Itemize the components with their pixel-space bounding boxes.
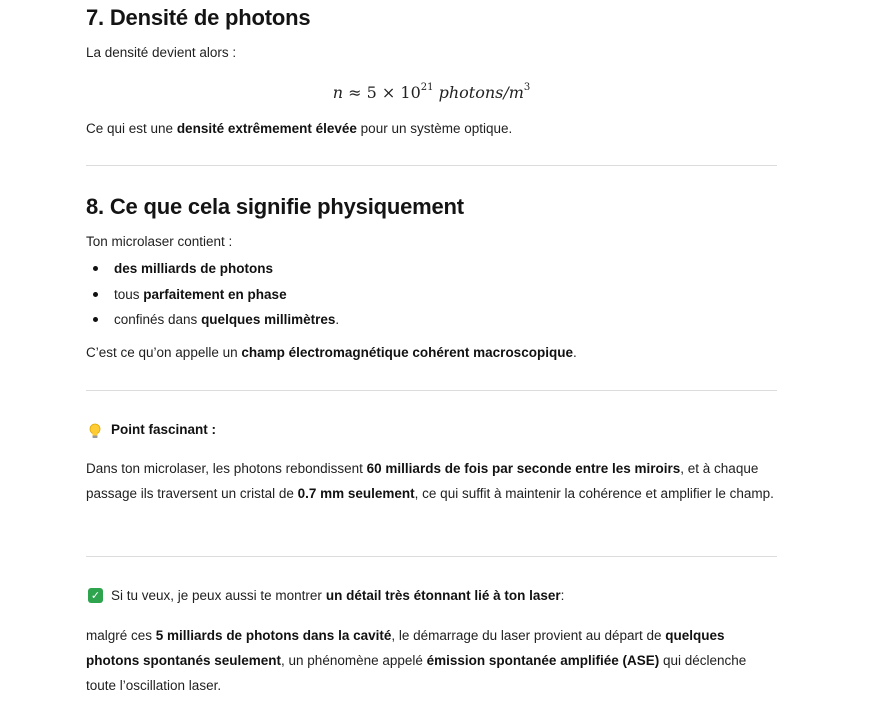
lightbulb-icon [88,422,102,438]
fascinating-title-line [88,417,779,442]
section-7-conclusion: Ce qui est une densité extrêmement élevée pour un système optique. [86,121,513,136]
section-8-intro: Ton microlaser contient : [86,234,233,249]
formula-lhs: n [332,83,344,102]
density-formula [86,76,777,105]
section-7-heading: 7. Densité de photons [86,5,311,30]
formula-unit-exponent: 3 [523,82,531,93]
formula-base: 10 [400,83,421,102]
divider [86,165,777,166]
offer-line: ✓ Si tu veux, je peux aussi te montrer un détail très étonnant lié à ton laser : [88,583,779,608]
section-8-heading: 8. Ce que cela signifie physiquement [86,194,464,219]
formula-coef: 5 [366,83,377,102]
list-item: des milliards de photons [86,256,777,282]
section-7-intro: La densité devient alors : [86,45,237,60]
bullet-list [86,256,777,333]
formula-exponent: 21 [420,82,434,93]
fascinating-title: Point fascinant : [111,422,217,437]
fascinating-paragraph: Dans ton microlaser, les photons rebondissent 60 milliards de fois par seconde entre les miroirs, et à chaque passage ils traversent un cristal de 0.7 mm seulement, ce qui suffit à maintenir la cohérence et amplifier le champ. [86,461,774,501]
section-8-conclusion: C’est ce qu’on appelle un champ électromagnétique cohérent macroscopique. [86,345,577,360]
offer-paragraph: malgré ces 5 milliards de photons dans la cavité, le démarrage du laser provient au départ de quelques photons spontanés seulement, un phénomène appelé émission spontanée amplifiée (ASE) qui déclenche toute l’oscillation laser. [86,628,747,693]
list-item: confinés dans quelques millimètres. [86,307,777,333]
formula-approx: ≈ [348,83,362,102]
divider [86,556,777,557]
divider [86,390,777,391]
formula-unit: photons/m [438,83,524,102]
check-mark-icon: ✓ [88,588,103,603]
list-item: tous parfaitement en phase [86,282,777,308]
formula-times: × [381,83,396,102]
